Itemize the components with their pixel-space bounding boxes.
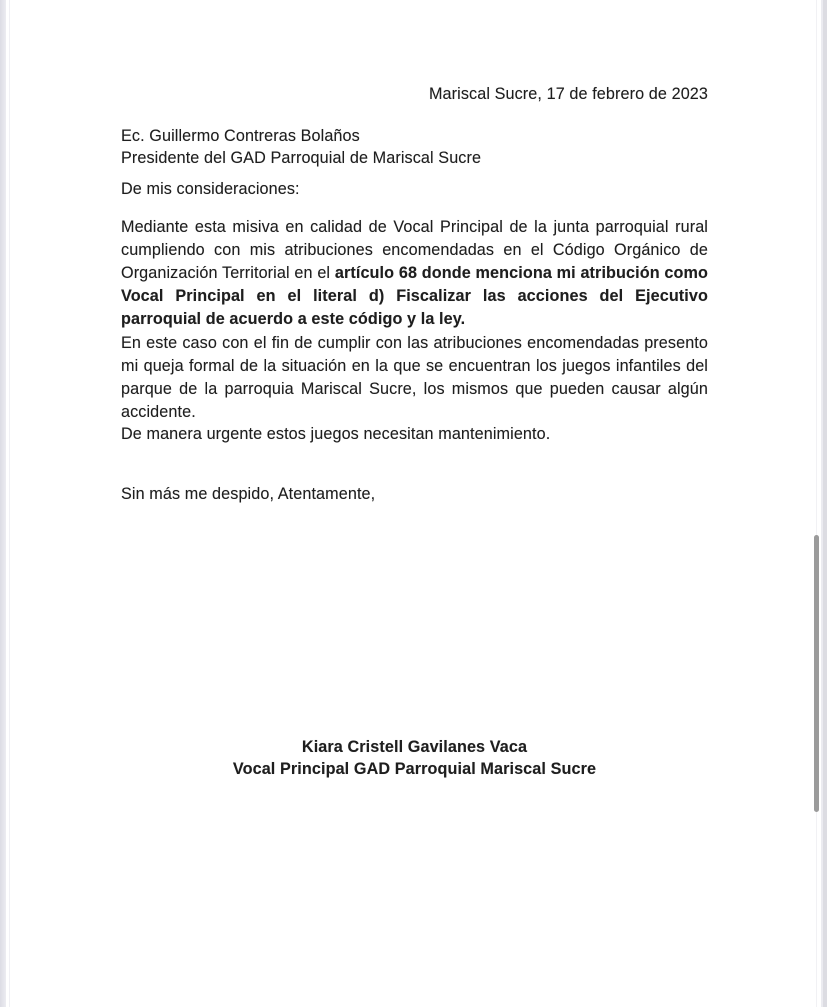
signature-title: Vocal Principal GAD Parroquial Mariscal Sucre	[232, 759, 597, 778]
body-paragraph-2: En este caso con el fin de cumplir con las atribuciones encomendadas presento mi queja formal de la situación en la que se encuentran los juegos infantiles del parque de la parroquia Mariscal Sucre, los mismos que pueden causar algún accidente.	[121, 334, 708, 421]
page-left-edge-line	[9, 0, 10, 1007]
closing-line: Sin más me despido, Atentamente,	[121, 485, 376, 503]
signature-block	[121, 737, 708, 780]
salutation-line: De mis consideraciones:	[121, 180, 300, 198]
signature-name: Kiara Cristell Gavilanes Vaca	[301, 738, 528, 756]
recipient-block	[121, 125, 708, 169]
scrollbar-track[interactable]	[816, 0, 817, 1007]
page-left-edge-shadow	[0, 0, 6, 1007]
body-paragraph-3: De manera urgente estos juegos necesitan mantenimiento.	[121, 425, 551, 443]
scrollbar-thumb[interactable]	[814, 535, 819, 812]
body-paragraph-1-bold: artículo 68 donde menciona mi atribución como Vocal Principal en el literal d) Fiscalizar las acciones del Ejecutivo parroquial de acuerdo a este código y la ley.	[121, 264, 708, 328]
recipient-name: Ec. Guillermo Contreras Bolaños	[121, 127, 360, 145]
body-paragraph-1-regular: Mediante esta misiva en calidad de Vocal Principal de la junta parroquial rural cumpliendo con mis atribuciones encomendadas en el Código Orgánico de Organización Territorial en el	[121, 218, 708, 282]
recipient-title: Presidente del GAD Parroquial de Mariscal Sucre	[121, 149, 482, 167]
letter-date-line: Mariscal Sucre, 17 de febrero de 2023	[428, 85, 708, 103]
page-right-edge-shadow	[823, 0, 827, 1007]
body-paragraph-1	[121, 216, 708, 331]
